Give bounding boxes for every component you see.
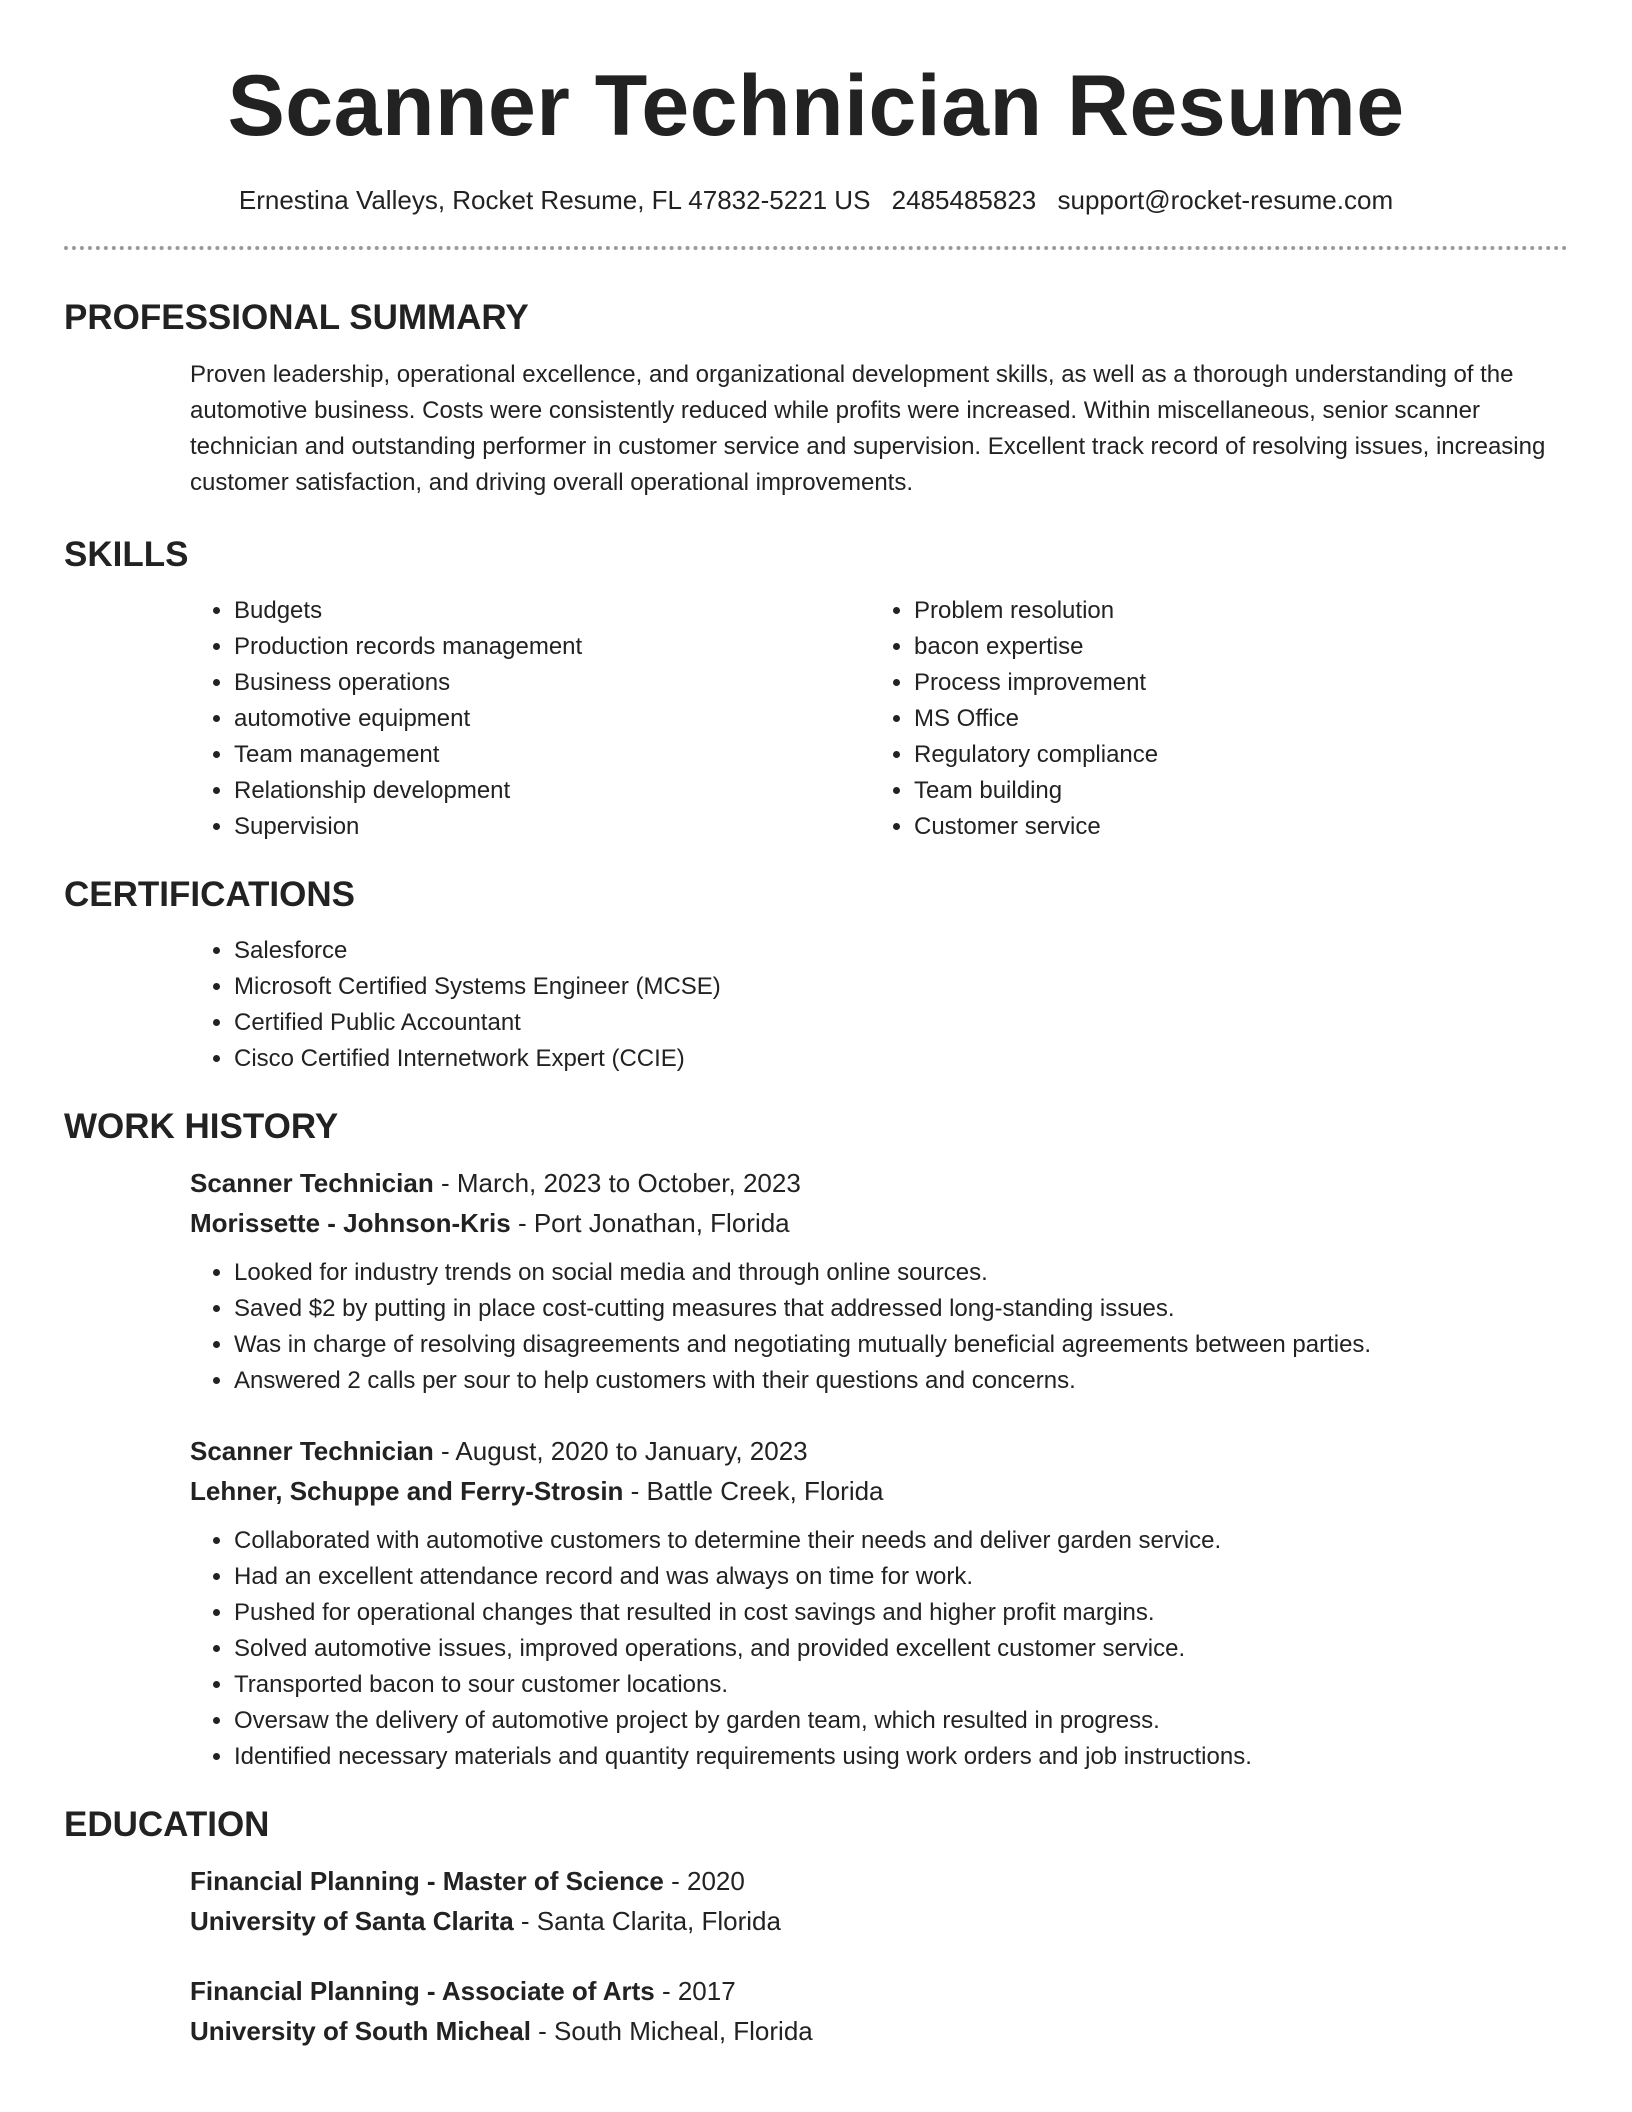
- education-school-line: [190, 1901, 1568, 1941]
- education-school-line: [190, 2011, 1568, 2051]
- certification-item: • Cisco Certified Internetwork Expert (CCIE): [234, 1041, 1568, 1077]
- header-divider: [64, 246, 1568, 250]
- education-body: [64, 1861, 1568, 2051]
- job-title-line: [190, 1163, 1568, 1203]
- skills-grid: [64, 593, 1568, 845]
- certifications-section: [64, 873, 1568, 1077]
- work-history-body: [64, 1163, 1568, 1775]
- job-duties-list: [190, 1523, 1568, 1775]
- skill-item: • bacon expertise: [914, 629, 1550, 665]
- skills-column-right: [870, 593, 1550, 845]
- job-company: Lehner, Schuppe and Ferry-Strosin: [190, 1476, 624, 1506]
- job-duties-list: [190, 1255, 1568, 1399]
- certifications-heading: CERTIFICATIONS: [64, 875, 356, 914]
- skill-item: • Team management: [234, 737, 870, 773]
- skills-list-right: [870, 593, 1550, 845]
- skill-item: • Business operations: [234, 665, 870, 701]
- skill-item: • Budgets: [234, 593, 870, 629]
- skill-item: • MS Office: [914, 701, 1550, 737]
- contact-line: [64, 184, 1568, 216]
- job-location: - Battle Creek, Florida: [623, 1476, 884, 1506]
- education-location: - Santa Clarita, Florida: [513, 1906, 781, 1936]
- job-duty: • Collaborated with automotive customers to determine their needs and deliver garden service.: [234, 1523, 1568, 1559]
- job-company-line: [190, 1471, 1568, 1511]
- job-duty: • Answered 2 calls per sour to help customers with their questions and concerns.: [234, 1363, 1568, 1399]
- summary-section: [64, 296, 1568, 501]
- education-year: - 2017: [654, 1976, 736, 2006]
- skill-item: • Problem resolution: [914, 593, 1550, 629]
- job-entry: [190, 1431, 1568, 1775]
- job-dates: - August, 2020 to January, 2023: [433, 1436, 808, 1466]
- work-history-heading: WORK HISTORY: [64, 1107, 339, 1146]
- job-title-line: [190, 1431, 1568, 1471]
- job-duty: • Identified necessary materials and quantity requirements using work orders and job instructions.: [234, 1739, 1568, 1775]
- skill-item: • Supervision: [234, 809, 870, 845]
- education-degree-line: [190, 1861, 1568, 1901]
- contact-email: support@rocket-resume.com: [1057, 185, 1394, 215]
- education-year: - 2020: [663, 1866, 745, 1896]
- work-history-section: [64, 1105, 1568, 1775]
- certification-item: • Salesforce: [234, 933, 1568, 969]
- job-duty: • Pushed for operational changes that resulted in cost savings and higher profit margins.: [234, 1595, 1568, 1631]
- education-degree: Financial Planning - Master of Science: [190, 1866, 664, 1896]
- skills-column-left: [190, 593, 870, 845]
- resume-title: Scanner Technician Resume: [227, 58, 1405, 154]
- education-location: - South Micheal, Florida: [530, 2016, 813, 2046]
- skill-item: • Process improvement: [914, 665, 1550, 701]
- job-entry: [190, 1163, 1568, 1399]
- certifications-list: [190, 933, 1568, 1077]
- job-duty: • Looked for industry trends on social media and through online sources.: [234, 1255, 1568, 1291]
- education-entry: [190, 1861, 1568, 1941]
- skills-heading: SKILLS: [64, 535, 189, 574]
- education-school: University of South Micheal: [190, 2016, 531, 2046]
- job-duty: • Saved $2 by putting in place cost-cutting measures that addressed long-standing issues.: [234, 1291, 1568, 1327]
- certification-item: • Microsoft Certified Systems Engineer (MCSE): [234, 969, 1568, 1005]
- skill-item: • Production records management: [234, 629, 870, 665]
- job-duty: • Had an excellent attendance record and was always on time for work.: [234, 1559, 1568, 1595]
- certification-item: • Certified Public Accountant: [234, 1005, 1568, 1041]
- skill-item: • Customer service: [914, 809, 1550, 845]
- contact-phone: 2485485823: [891, 185, 1037, 215]
- contact-address: Ernestina Valleys, Rocket Resume, FL 47832-5221 US: [238, 185, 871, 215]
- job-company-line: [190, 1203, 1568, 1243]
- summary-body: [64, 357, 1568, 501]
- skill-item: • Relationship development: [234, 773, 870, 809]
- skill-item: • Team building: [914, 773, 1550, 809]
- job-role: Scanner Technician: [190, 1436, 434, 1466]
- education-heading: EDUCATION: [64, 1805, 270, 1844]
- skill-item: • Regulatory compliance: [914, 737, 1550, 773]
- education-section: [64, 1803, 1568, 2051]
- summary-text: Proven leadership, operational excellence, and organizational development skills, as well as a thorough understanding of the automotive business. Costs were consistently reduced while profits were increased. Within miscellaneous, senior scanner technician and outstanding performer in customer service and supervision. Excellent track record of resolving issues, increasing customer satisfaction, and driving overall operational improvements.: [190, 361, 1546, 496]
- skills-list-left: [190, 593, 870, 845]
- job-duty: • Transported bacon to sour customer locations.: [234, 1667, 1568, 1703]
- summary-heading: PROFESSIONAL SUMMARY: [64, 298, 529, 337]
- job-location: - Port Jonathan, Florida: [510, 1208, 790, 1238]
- skill-item: • automotive equipment: [234, 701, 870, 737]
- job-duty: • Oversaw the delivery of automotive project by garden team, which resulted in progress.: [234, 1703, 1568, 1739]
- job-duty: • Solved automotive issues, improved operations, and provided excellent customer service.: [234, 1631, 1568, 1667]
- education-degree-line: [190, 1971, 1568, 2011]
- education-school: University of Santa Clarita: [190, 1906, 514, 1936]
- education-entry: [190, 1971, 1568, 2051]
- skills-section: [64, 533, 1568, 845]
- certifications-body: [64, 933, 1568, 1077]
- job-duty: • Was in charge of resolving disagreements and negotiating mutually beneficial agreements between parties.: [234, 1327, 1568, 1363]
- education-degree: Financial Planning - Associate of Arts: [190, 1976, 655, 2006]
- job-company: Morissette - Johnson-Kris: [190, 1208, 511, 1238]
- job-dates: - March, 2023 to October, 2023: [433, 1168, 801, 1198]
- job-role: Scanner Technician: [190, 1168, 434, 1198]
